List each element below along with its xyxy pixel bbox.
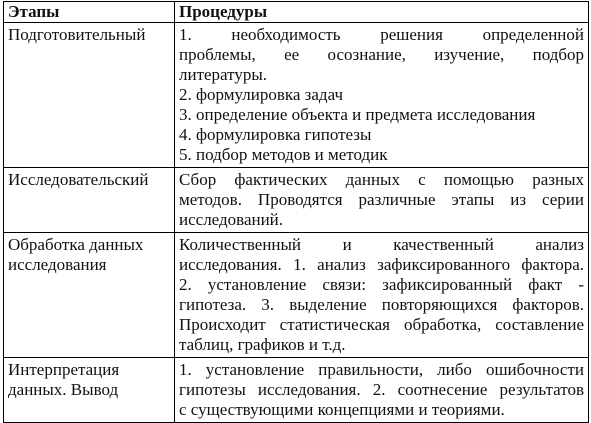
- stage-cell: [4, 23, 175, 168]
- procedure-line: исследований.: [179, 210, 284, 229]
- stage-name-line: исследования: [8, 255, 107, 274]
- procedure-cell: [175, 358, 589, 423]
- procedure-cell: [175, 23, 589, 168]
- procedure-line: Сбор фактических данных с помощью разных: [179, 170, 584, 189]
- table-row: [4, 358, 589, 423]
- procedure-line: 4. формулировка гипотезы: [179, 125, 372, 144]
- procedure-line: 2. установление связи: зафиксированный факт -: [179, 275, 584, 294]
- stage-name-line: Исследовательский: [8, 170, 149, 189]
- stages-table: [3, 1, 589, 423]
- stage-name-line: Интерпретация: [8, 360, 120, 379]
- header-procedures: Процедуры: [175, 2, 589, 23]
- table-header-row: [4, 2, 589, 23]
- procedure-line: с существующими концепциями и теориями.: [179, 400, 505, 419]
- procedure-line: 3. определение объекта и предмета исследования: [179, 105, 536, 124]
- table-body: [4, 23, 589, 423]
- procedure-line: 2. формулировка задач: [179, 85, 343, 104]
- table-row: [4, 23, 589, 168]
- procedure-line: методов. Проводятся различные этапы из серии: [179, 190, 584, 209]
- stage-cell: [4, 233, 175, 358]
- stage-name-line: Подготовительный: [8, 25, 146, 44]
- procedure-line: Количественный и качественный анализ: [179, 235, 584, 254]
- procedure-cell: [175, 233, 589, 358]
- procedure-line: проблемы, ее осознание, изучение, подбор: [179, 45, 584, 64]
- procedure-cell: [175, 168, 589, 233]
- table-row: [4, 168, 589, 233]
- table-row: [4, 233, 589, 358]
- procedure-line: гипотеза. 3. выделение повторяющихся факторов.: [179, 295, 584, 314]
- procedure-line: литературы.: [179, 65, 268, 84]
- procedure-line: гипотезы исследования. 2. соотнесение результатов: [179, 380, 584, 399]
- procedure-line: 1. установление правильности, либо ошибочности: [179, 360, 584, 379]
- document-page: [3, 1, 588, 423]
- procedure-line: таблиц, графиков и т.д.: [179, 335, 346, 354]
- stage-name-line: Обработка данных: [8, 235, 144, 254]
- procedure-line: 5. подбор методов и методик: [179, 145, 388, 164]
- stage-cell: [4, 358, 175, 423]
- stage-name-line: данных. Вывод: [8, 380, 119, 399]
- stage-cell: [4, 168, 175, 233]
- procedure-line: 1. необходимость решения определенной: [179, 25, 584, 44]
- header-stages: Этапы: [4, 2, 175, 23]
- procedure-line: исследования. 1. анализ зафиксированного фактора.: [179, 255, 584, 274]
- procedure-line: Происходит статистическая обработка, составление: [179, 315, 584, 334]
